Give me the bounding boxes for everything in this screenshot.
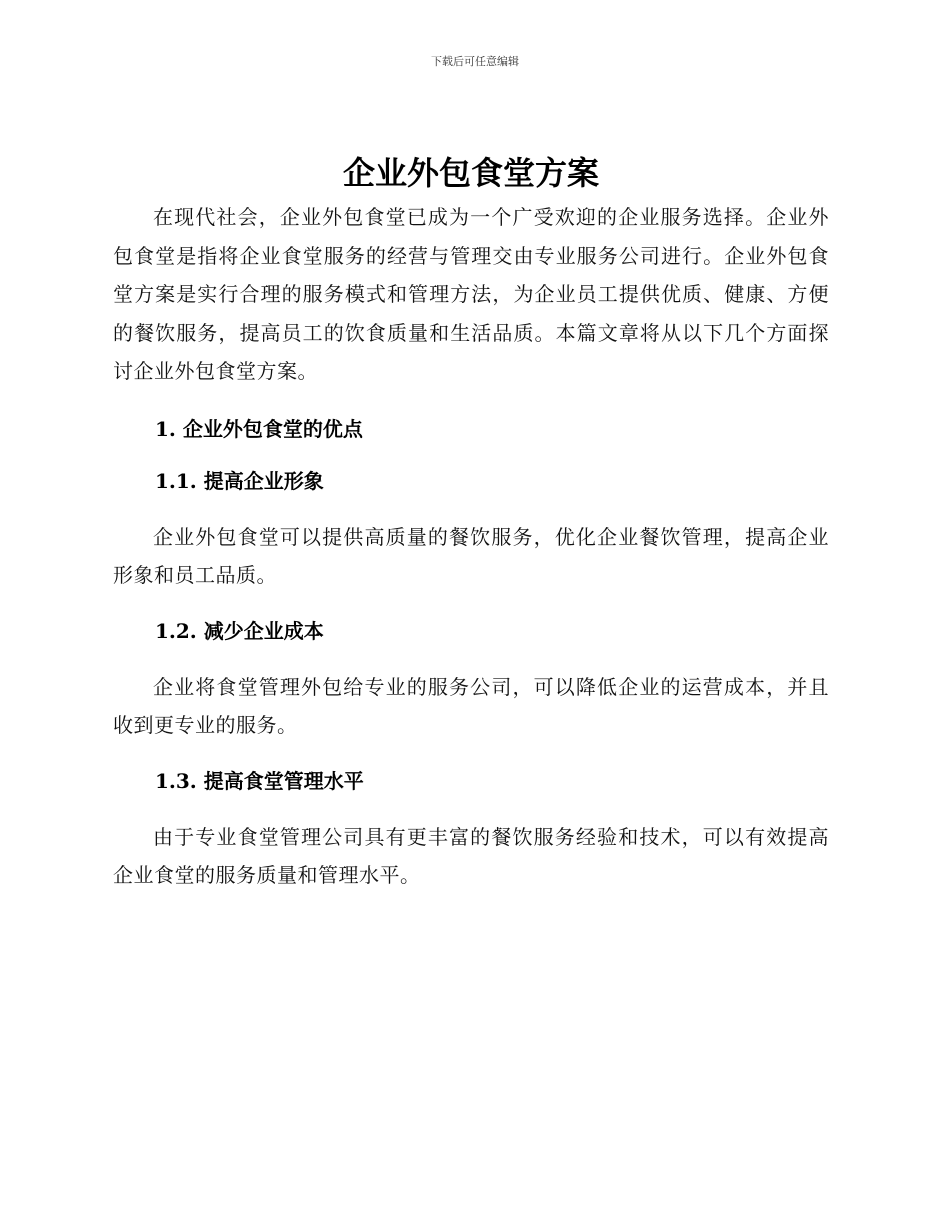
header-note: 下载后可任意编辑	[431, 55, 519, 68]
subsection-heading-image: 1.1. 提高企业形象	[155, 468, 324, 493]
section-heading-advantages: 1. 企业外包食堂的优点	[155, 416, 363, 441]
subsection-heading-cost: 1.2. 减少企业成本	[155, 618, 324, 643]
subsection-body-management: 由于专业食堂管理公司具有更丰富的餐饮服务经验和技术，可以有效提高企业食堂的服务质量和管理水平。	[113, 824, 829, 887]
intro-paragraph: 在现代社会，企业外包食堂已成为一个广受欢迎的企业服务选择。企业外包食堂是指将企业食堂服务的经营与管理交由专业服务公司进行。企业外包食堂方案是实行合理的服务模式和管理方法，为企业员工提供优质、健康、方便的餐饮服务，提高员工的饮食质量和生活品质。本篇文章将从以下几个方面探讨企业外包食堂方案。	[113, 205, 829, 383]
subsection-heading-management: 1.3. 提高食堂管理水平	[155, 768, 364, 793]
document-body	[113, 148, 829, 895]
subsection-body-image: 企业外包食堂可以提供高质量的餐饮服务，优化企业餐饮管理，提高企业形象和员工品质。	[113, 524, 829, 587]
subsection-body-cost: 企业将食堂管理外包给专业的服务公司，可以降低企业的运营成本，并且收到更专业的服务。	[113, 674, 829, 737]
document-title: 企业外包食堂方案	[342, 154, 599, 192]
